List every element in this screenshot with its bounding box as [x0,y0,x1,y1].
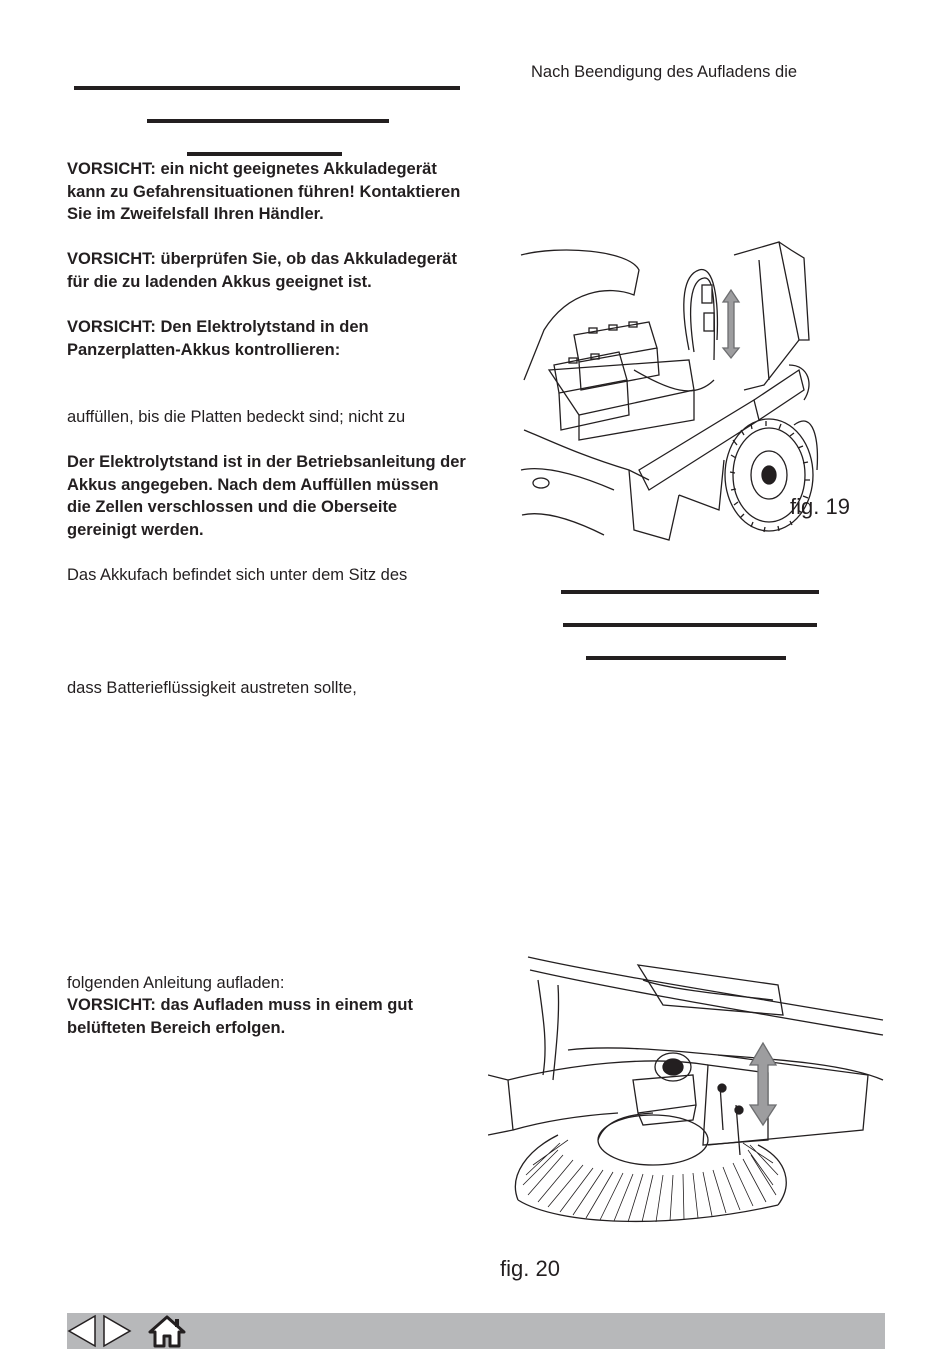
figure-20-side-brush [488,955,888,1245]
heading-rule [147,119,389,123]
navigation-bar [67,1313,885,1349]
charge-instructions-text: folgenden Anleitung aufladen: [67,974,285,992]
warning-charger-check: VORSICHT: überprüfen Sie, ob das Akkuladegerät für die zu ladenden Akkus geeignet ist. [67,250,457,291]
refill-text: auffüllen, bis die Platten bedeckt sind; nicht zu [67,408,406,426]
heading-rule [561,590,819,594]
home-icon[interactable] [147,1314,187,1348]
heading-rule [563,623,817,627]
warning-electrolyte-level: VORSICHT: Den Elektrolytstand in den Panzerplatten-Akkus kontrollieren: [67,318,369,359]
triangle-right-icon[interactable] [101,1314,133,1348]
battery-location-text: Das Akkufach befindet sich unter dem Sitz des [67,566,408,584]
warning-ventilation: VORSICHT: das Aufladen muss in einem gut belüfteten Bereich erfolgen. [67,996,413,1037]
electrolyte-note: Der Elektrolytstand ist in der Betriebsanleitung der Akkus angegeben. Nach dem Auffüllen müssen die Zellen verschlossen und die Oberseite gereinigt werden. [67,453,466,539]
leak-text: dass Batterieflüssigkeit austreten sollte, [67,679,357,697]
triangle-left-icon[interactable] [66,1314,98,1348]
heading-rule [74,86,460,90]
figure-19-battery-compartment [519,240,819,550]
heading-rule [187,152,342,156]
after-charging-text: Nach Beendigung des Aufladens die [531,63,798,81]
warning-charger-unsuitable: VORSICHT: ein nicht geeignetes Akkuladegerät kann zu Gefahrensituationen führen! Kontaktieren Sie im Zweifelsfall Ihren Händler. [67,160,461,224]
heading-rule [586,656,786,660]
figure-19-caption: fig. 19 [790,494,850,519]
figure-20-caption: fig. 20 [500,1256,560,1281]
